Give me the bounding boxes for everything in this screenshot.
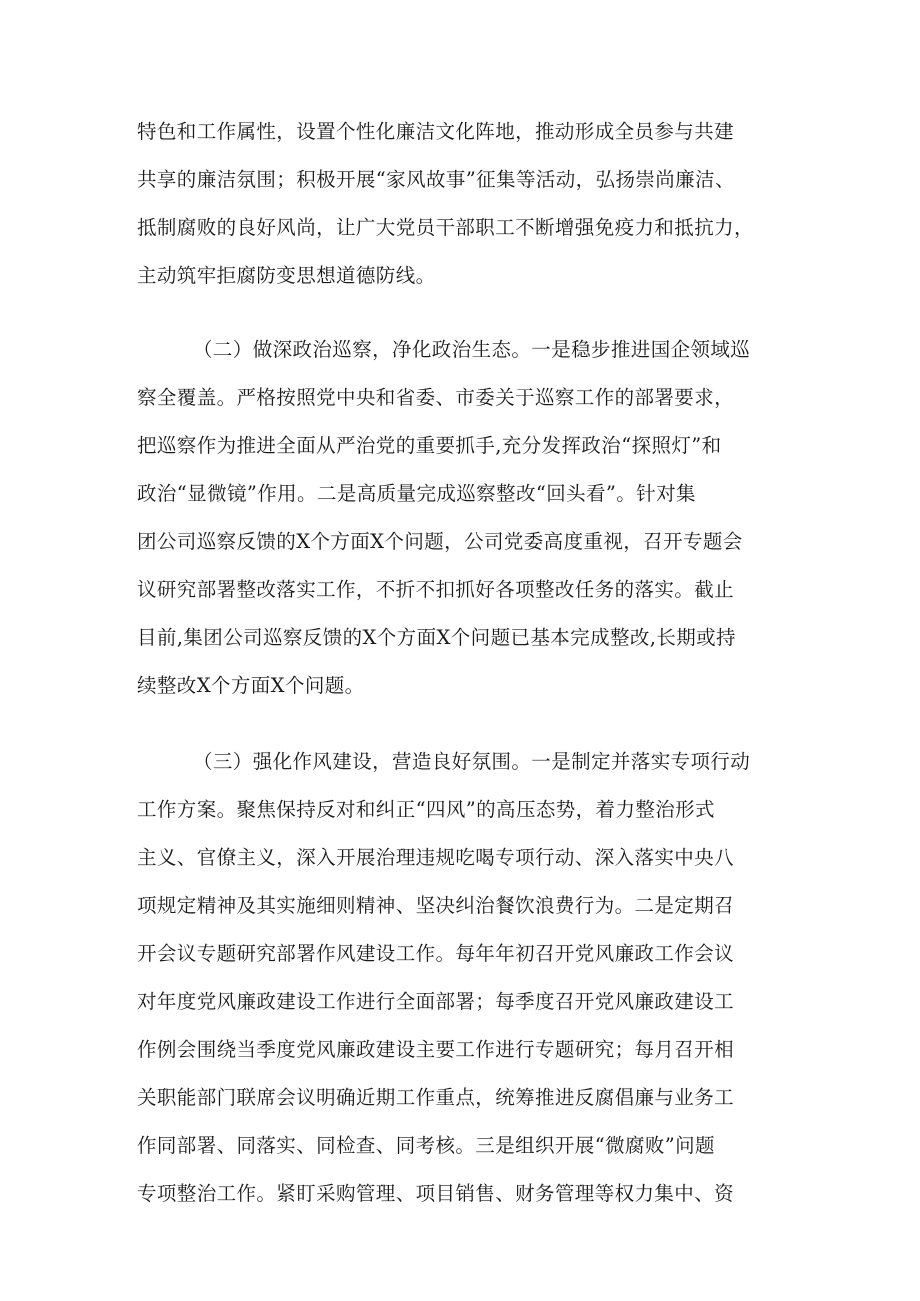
paragraph-3-line-6: 对年度党风廉政建设工作进行全面部署；每季度召开党风廉政建设工 (137, 990, 735, 1013)
paragraph-3-line-7: 作例会围绕当季度党风廉政建设主要工作进行专题研究；每月召开相 (137, 1038, 735, 1061)
paragraph-2-line-4: 政治“显微镜”作用。二是高质量完成巡察整改“回头看”。针对集 (137, 482, 696, 505)
paragraph-3-line-1: （三）强化作风建设，营造良好氛围。一是制定并落实专项行动 (193, 750, 751, 773)
paragraph-2-line-2: 察全覆盖。严格按照党中央和省委、市委关于巡察工作的部署要求， (137, 386, 735, 409)
paragraph-2-line-5: 团公司巡察反馈的X个方面X个问题，公司党委高度重视，召开专题会 (137, 530, 743, 553)
paragraph-2-line-6: 议研究部署整改落实工作，不折不扣抓好各项整改任务的落实。截止 (137, 578, 735, 601)
paragraph-3-line-9: 作同部署、同落实、同检查、同考核。三是组织开展“微腐败”问题 (137, 1134, 715, 1157)
paragraph-1-line-4: 主动筑牢拒腐防变思想道德防线。 (137, 264, 436, 287)
paragraph-3-line-8: 关职能部门联席会议明确近期工作重点，统筹推进反腐倡廉与业务工 (137, 1086, 735, 1109)
paragraph-3-line-3: 主义、官僚主义，深入开展治理违规吃喝专项行动、深入落实中央八 (137, 846, 735, 869)
paragraph-2-line-8: 续整改X个方面X个问题。 (137, 674, 365, 697)
paragraph-2-line-3: 把巡察作为推进全面从严治党的重要抓手,充分发挥政治“探照灯”和 (137, 434, 722, 457)
paragraph-3-line-2: 工作方案。聚焦保持反对和纠正“四风”的高压态势，着力整治形式 (137, 798, 715, 821)
paragraph-3-line-10: 专项整治工作。紧盯采购管理、项目销售、财务管理等权力集中、资 (137, 1182, 735, 1205)
paragraph-1-line-1: 特色和工作属性，设置个性化廉洁文化阵地，推动形成全员参与共建 (137, 120, 735, 143)
paragraph-2-line-1: （二）做深政治巡察，净化政治生态。一是稳步推进国企领域巡 (193, 338, 751, 361)
paragraph-3-line-5: 开会议专题研究部署作风建设工作。每年年初召开党风廉政工作会议 (137, 942, 735, 965)
paragraph-3-line-4: 项规定精神及其实施细则精神、坚决纠治餐饮浪费行为。二是定期召 (137, 894, 735, 917)
paragraph-1-line-3: 抵制腐败的良好风尚，让广大党员干部职工不断增强免疫力和抵抗力， (137, 216, 754, 239)
paragraph-1-line-2: 共享的廉洁氛围；积极开展“家风故事”征集等活动，弘扬崇尚廉洁、 (137, 168, 735, 191)
paragraph-2-line-7: 目前,集团公司巡察反馈的X个方面X个问题已基本完成整改,长期或持 (137, 626, 736, 649)
